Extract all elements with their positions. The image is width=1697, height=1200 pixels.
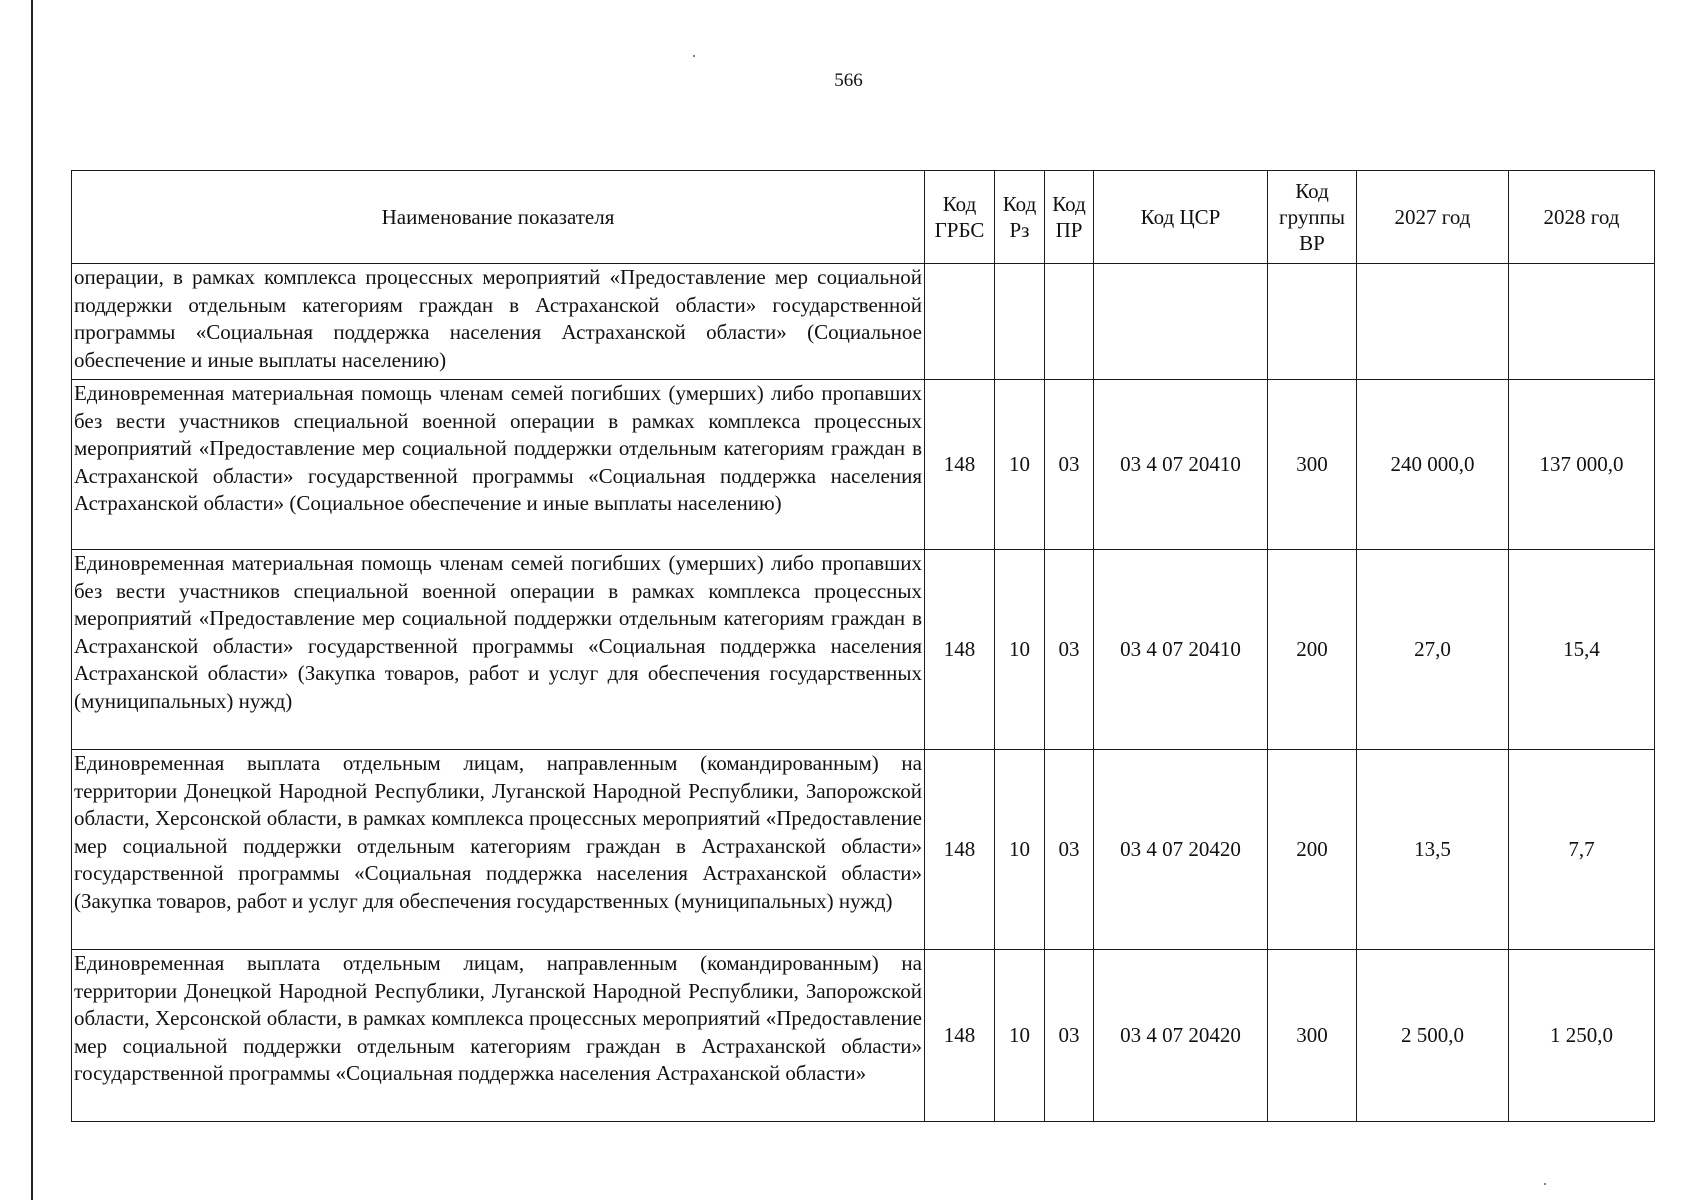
pr-cell: 03	[1045, 950, 1094, 1122]
table-row	[72, 550, 1655, 750]
amount-2028-cell	[1509, 264, 1655, 380]
vr-cell: 300	[1268, 950, 1357, 1122]
amount-2027-cell: 2 500,0	[1357, 950, 1509, 1122]
vr-cell: 200	[1268, 750, 1357, 950]
budget-table	[71, 170, 1655, 1122]
amount-2028-cell: 7,7	[1509, 750, 1655, 950]
pr-cell	[1045, 264, 1094, 380]
indicator-name-cell: операции, в рамках комплекса процессных мероприятий «Предоставление мер социальной поддержки отдельным категориям граждан в Астраханской области» государственной программы «Социальная поддержка населения Астраханской области» (Социальное обеспечение и иные выплаты населению)	[72, 264, 925, 380]
csr-cell: 03 4 07 20420	[1094, 950, 1268, 1122]
csr-cell: 03 4 07 20410	[1094, 550, 1268, 750]
rz-cell: 10	[995, 550, 1045, 750]
indicator-name-cell: Единовременная материальная помощь членам семей погибших (умерших) либо пропавших без вести участников специальной военной операции в рамках комплекса процессных мероприятий «Предоставление мер социальной поддержки отдельным категориям граждан в Астраханской области» государственной программы «Социальная поддержка населения Астраханской области» (Закупка товаров, работ и услуг для обеспечения государственных (муниципальных) нужд)	[72, 550, 925, 750]
header-csr-code: Код ЦСР	[1094, 171, 1268, 264]
header-pr-code: Код ПР	[1045, 171, 1094, 264]
grbs-cell: 148	[925, 550, 995, 750]
rz-cell: 10	[995, 950, 1045, 1122]
table-row	[72, 380, 1655, 550]
grbs-cell	[925, 264, 995, 380]
pr-cell: 03	[1045, 380, 1094, 550]
header-year-2028: 2028 год	[1509, 171, 1655, 264]
grbs-cell: 148	[925, 950, 995, 1122]
scan-speck	[693, 55, 695, 57]
amount-2027-cell: 240 000,0	[1357, 380, 1509, 550]
amount-2027-cell: 13,5	[1357, 750, 1509, 950]
amount-2028-cell: 137 000,0	[1509, 380, 1655, 550]
rz-cell: 10	[995, 380, 1045, 550]
vr-cell: 200	[1268, 550, 1357, 750]
header-vr-group-code: Код группы ВР	[1268, 171, 1357, 264]
csr-cell: 03 4 07 20420	[1094, 750, 1268, 950]
header-grbs-code: Код ГРБС	[925, 171, 995, 264]
amount-2028-cell: 15,4	[1509, 550, 1655, 750]
rz-cell	[995, 264, 1045, 380]
binding-margin-line	[31, 0, 33, 1200]
grbs-cell: 148	[925, 750, 995, 950]
table-row	[72, 264, 1655, 380]
indicator-name-cell: Единовременная материальная помощь членам семей погибших (умерших) либо пропавших без вести участников специальной военной операции в рамках комплекса процессных мероприятий «Предоставление мер социальной поддержки отдельным категориям граждан в Астраханской области» государственной программы «Социальная поддержка населения Астраханской области» (Социальное обеспечение и иные выплаты населению)	[72, 380, 925, 550]
table-row	[72, 750, 1655, 950]
grbs-cell: 148	[925, 380, 995, 550]
table-row	[72, 950, 1655, 1122]
vr-cell: 300	[1268, 380, 1357, 550]
header-indicator-name: Наименование показателя	[72, 171, 925, 264]
amount-2027-cell: 27,0	[1357, 550, 1509, 750]
csr-cell: 03 4 07 20410	[1094, 380, 1268, 550]
scan-speck	[1544, 1183, 1546, 1185]
header-year-2027: 2027 год	[1357, 171, 1509, 264]
pr-cell: 03	[1045, 750, 1094, 950]
vr-cell	[1268, 264, 1357, 380]
csr-cell	[1094, 264, 1268, 380]
indicator-name-cell: Единовременная выплата отдельным лицам, направленным (командированным) на территории Донецкой Народной Республики, Луганской Народной Республики, Запорожской области, Херсонской области, в рамках комплекса процессных мероприятий «Предоставление мер социальной поддержки отдельным категориям граждан в Астраханской области» государственной программы «Социальная поддержка населения Астраханской области» (Закупка товаров, работ и услуг для обеспечения государственных (муниципальных) нужд)	[72, 750, 925, 950]
rz-cell: 10	[995, 750, 1045, 950]
header-rz-code: Код Рз	[995, 171, 1045, 264]
amount-2027-cell	[1357, 264, 1509, 380]
amount-2028-cell: 1 250,0	[1509, 950, 1655, 1122]
pr-cell: 03	[1045, 550, 1094, 750]
page-number: 566	[834, 70, 863, 91]
indicator-name-cell: Единовременная выплата отдельным лицам, направленным (командированным) на территории Донецкой Народной Республики, Луганской Народной Республики, Запорожской области, Херсонской области, в рамках комплекса процессных мероприятий «Предоставление мер социальной поддержки отдельным категориям граждан в Астраханской области» государственной программы «Социальная поддержка населения Астраханской области»	[72, 950, 925, 1122]
table-header-row	[72, 171, 1655, 264]
